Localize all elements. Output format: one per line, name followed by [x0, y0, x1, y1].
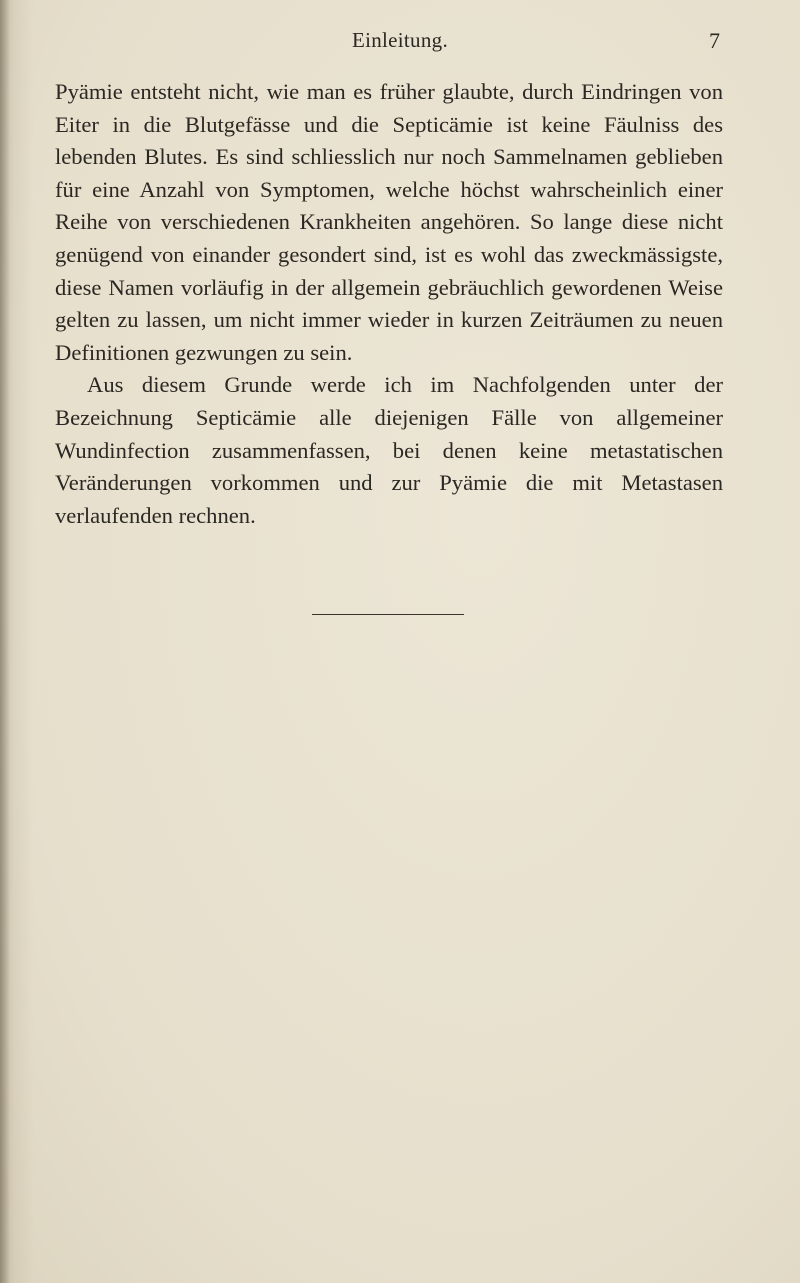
page-number: 7 — [709, 28, 720, 53]
section-end-rule — [312, 614, 464, 615]
body-text — [55, 76, 723, 532]
running-title: Einleitung. — [351, 28, 449, 52]
paragraph-2: Aus diesem Grunde werde ich im Nachfolgenden unter der Bezeichnung Septicämie alle diejenigen Fälle von allgemeiner Wundinfection zusammenfassen, bei denen keine metastatischen Veränderungen vorkommen und zur Pyämie die mit Metastasen verlaufenden rechnen. — [55, 372, 723, 528]
page-header — [0, 28, 800, 58]
binding-shadow — [0, 0, 10, 1283]
paragraph-1: Pyämie entsteht nicht, wie man es früher glaubte, durch Eindringen von Eiter in die Blutgefässe und die Septicämie ist keine Fäulniss des lebenden Blutes. Es sind schliesslich nur noch Sammelnamen geblieben für eine Anzahl von Symptomen, welche höchst wahrscheinlich einer Reihe von verschiedenen Krankheiten angehören. So lange diese nicht genügend von einander gesondert sind, ist es wohl das zweckmässigste, diese Namen vorläufig in der allgemein gebräuchlich gewordenen Weise gelten zu lassen, um nicht immer wieder in kurzen Zeiträumen zu neuen Definitionen gezwungen zu sein. — [55, 79, 723, 365]
